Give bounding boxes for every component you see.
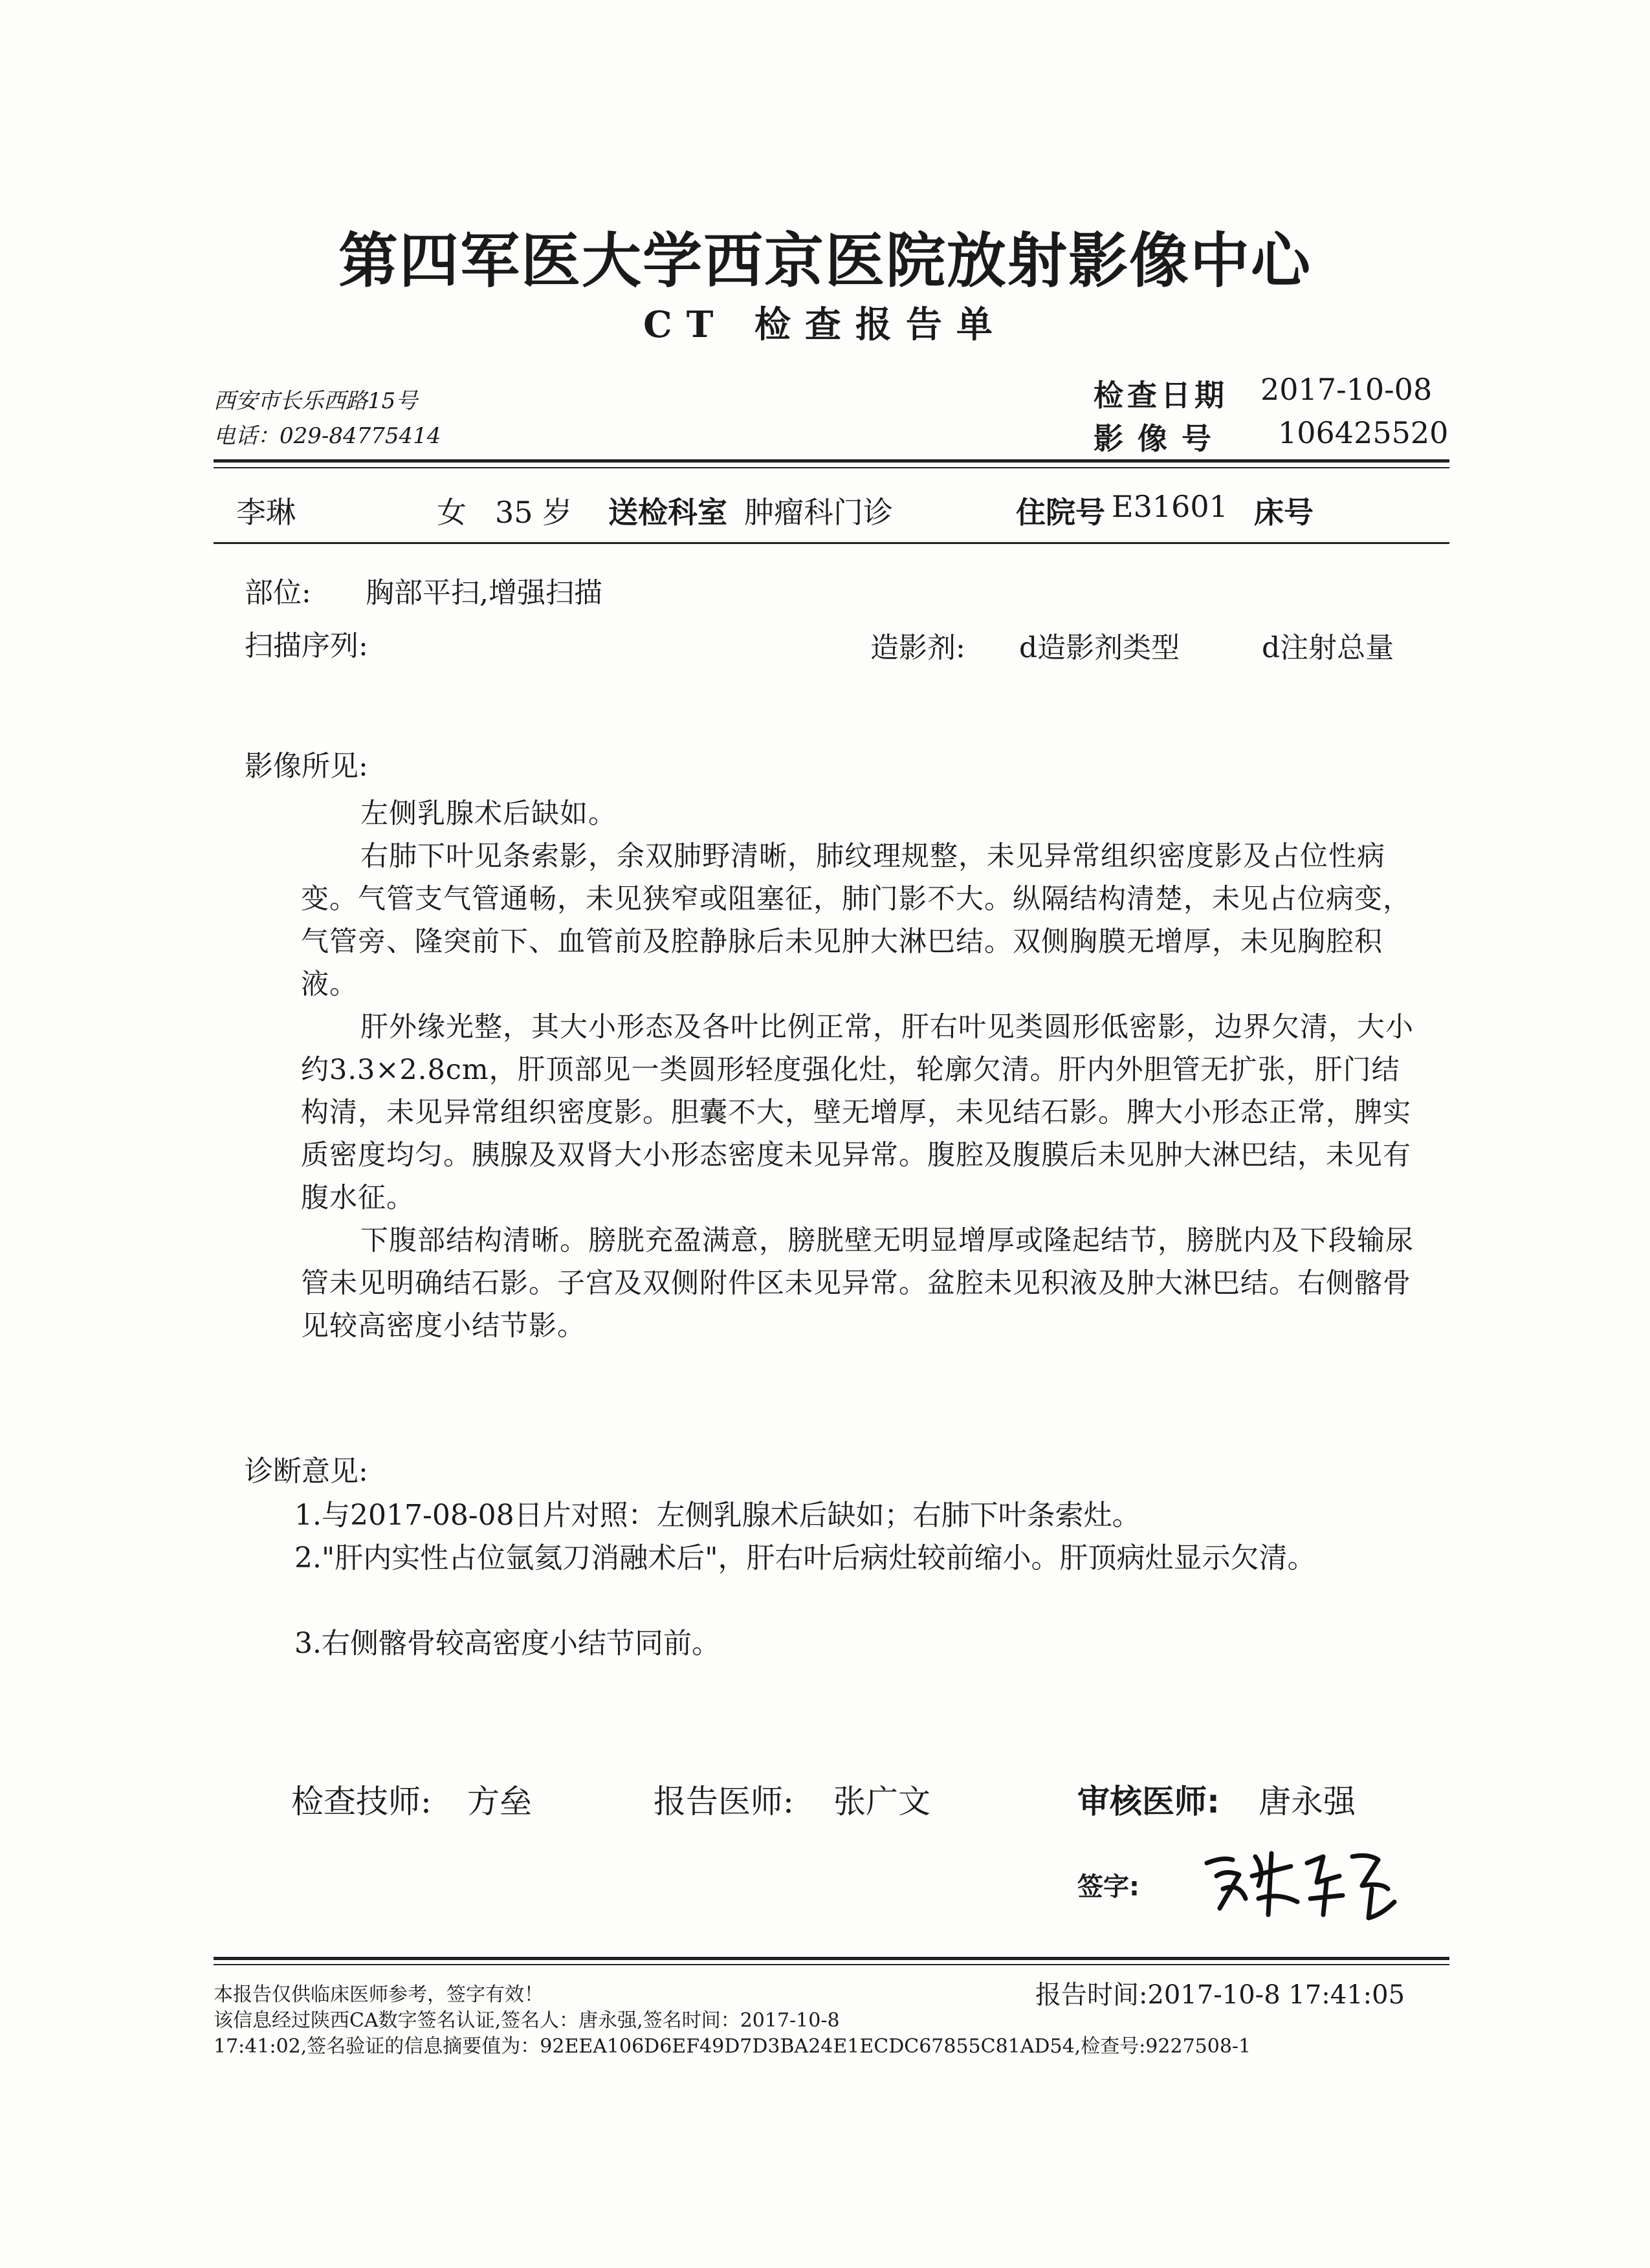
diagnosis-item: 1.与2017-08-08日片对照：左侧乳腺术后缺如；右肺下叶条索灶。 (294, 1499, 1141, 1532)
report-subtitle: CT 检查报告单 (643, 303, 1007, 346)
reporter-name: 张广文 (833, 1783, 930, 1820)
image-number: 106425520 (1278, 415, 1449, 450)
patient-row-divider (214, 542, 1449, 544)
sign-label: 签字: (1077, 1872, 1139, 1902)
department-label: 送检科室 (608, 495, 727, 530)
diagnosis-item: 3.右侧髂骨较高密度小结节同前。 (294, 1627, 720, 1660)
report-title: 第四军医大学西京医院放射影像中心 (338, 226, 1312, 296)
technician-name: 方垒 (467, 1783, 532, 1820)
site-value: 胸部平扫,增强扫描 (366, 576, 602, 609)
findings-label: 影像所见: (245, 750, 368, 783)
footer-divider-thin (214, 1964, 1449, 1965)
scan-sequence-label: 扫描序列: (245, 629, 368, 662)
reviewer-label: 审核医师: (1077, 1783, 1220, 1820)
ca-certification-line: 该信息经过陕西CA数字签名认证,签名人：唐永强,签名时间：2017-10-8 (214, 2009, 840, 2032)
findings-paragraph: 右肺下叶见条索影，余双肺野清晰，肺纹理规整，未见异常组织密度影及占位性病变。气管支气管通畅，未见狭窄或阻塞征，肺门影不大。纵隔结构清楚，未见占位病变，气管旁、隆突前下、血管前及腔静脉后未见肿大淋巴结。双侧胸膜无增厚，未见胸腔积液。 (301, 840, 1411, 1001)
ca-certification-line: 17:41:02,签名验证的信息摘要值为：92EEA106D6EF49D7D3BA24E1ECDC67855C81AD54,检查号:9227508-1 (214, 2035, 1251, 2058)
report-time: 报告时间:2017-10-8 17:41:05 (1035, 1980, 1405, 2010)
patient-age: 35 岁 (495, 495, 573, 530)
findings-paragraph: 下腹部结构清晰。膀胱充盈满意，膀胱壁无明显增厚或隆起结节，膀胱内及下段输尿管未见明确结石影。子宫及双侧附件区未见异常。盆腔未见积液及肿大淋巴结。右侧髂骨见较高密度小结节影。 (301, 1225, 1414, 1342)
hospital-phone: 电话：029-84775414 (214, 423, 441, 449)
diagnosis-item: 2."肝内实性占位氩氦刀消融术后"，肝右叶后病灶较前缩小。肝顶病灶显示欠清。 (294, 1542, 1316, 1575)
contrast-type: d造影剂类型 (1019, 631, 1180, 664)
reporter-label: 报告医师: (654, 1783, 794, 1820)
findings-paragraph: 左侧乳腺术后缺如。 (360, 798, 617, 830)
exam-date: 2017-10-08 (1260, 372, 1433, 407)
header-divider-thick (214, 459, 1449, 463)
bed-number-label: 床号 (1254, 495, 1314, 530)
inpatient-number-label: 住院号 (1016, 495, 1105, 530)
reviewer-name: 唐永强 (1259, 1783, 1356, 1820)
contrast-label: 造影剂: (870, 631, 965, 664)
patient-name: 李琳 (236, 495, 296, 530)
hospital-address: 西安市长乐西路15号 (214, 388, 418, 414)
footer-divider-thick (214, 1957, 1449, 1960)
diagnosis-label: 诊断意见: (245, 1455, 368, 1488)
disclaimer: 本报告仅供临床医师参考，签字有效！ (214, 1983, 544, 2006)
technician-label: 检查技师: (291, 1783, 432, 1820)
department: 肿瘤科门诊 (744, 495, 893, 530)
handwritten-signature (1194, 1837, 1414, 1928)
exam-date-label: 检查日期 (1094, 378, 1228, 413)
contrast-total: d注射总量 (1262, 631, 1394, 664)
inpatient-number: E31601 (1112, 489, 1228, 524)
site-label: 部位: (245, 576, 311, 609)
image-number-label: 影像号 (1094, 421, 1226, 456)
patient-sex: 女 (437, 495, 467, 530)
findings-paragraph: 肝外缘光整，其大小形态及各叶比例正常，肝右叶见类圆形低密影，边界欠清，大小约3.3×2.8cm，肝顶部见一类圆形轻度强化灶，轮廓欠清。肝内外胆管无扩张，肝门结构清，未见异常组织密度影。胆囊不大，壁无增厚，未见结石影。脾大小形态正常，脾实质密度均匀。胰腺及双肾大小形态密度未见异常。腹腔及腹膜后未见肿大淋巴结，未见有腹水征。 (301, 1011, 1414, 1214)
header-divider-thin (214, 467, 1449, 468)
